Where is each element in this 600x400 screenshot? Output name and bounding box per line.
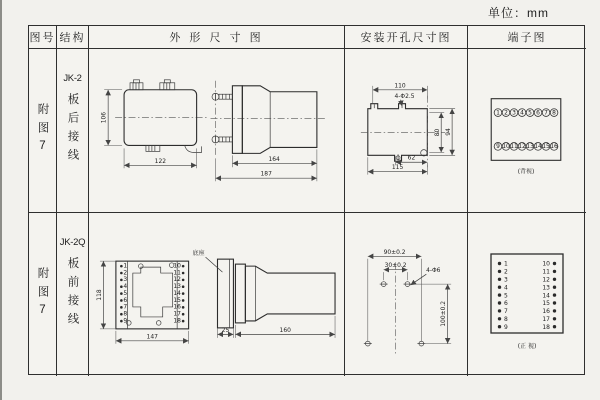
terminal-number: 16 [550, 143, 558, 151]
jk2-outline-drawing [89, 49, 344, 212]
terminal-dot [498, 278, 501, 281]
dim-mount-height-outer: 94 [444, 128, 452, 136]
terminal-dot [553, 309, 556, 312]
jk2-side-dimensions [216, 149, 317, 181]
terminal-number: 6 [536, 109, 540, 117]
terminal-dot [182, 279, 185, 282]
terminal-number: 2 [504, 109, 508, 117]
row2-model: JK-2Q [59, 237, 86, 248]
terminal-col-right [542, 261, 556, 331]
terminal-label: 17 [542, 315, 550, 323]
terminal-label: 11 [542, 268, 550, 276]
terminal-number: 1 [496, 109, 500, 117]
terminal-dot [120, 306, 123, 309]
holes-label: 4-Φ2.5 [394, 92, 415, 100]
terminal-label: 12 [542, 276, 550, 284]
terminal-dot [498, 317, 501, 320]
terminal-label: 2 [123, 269, 128, 277]
terminal-label: 14 [542, 292, 550, 300]
terminal-number: 10 [502, 143, 510, 151]
terminal-dot [553, 286, 556, 289]
jk2q-mounting-drawing [345, 213, 467, 376]
terminal-dot [182, 272, 185, 275]
terminal-dot [553, 293, 556, 296]
terminal-label: 6 [504, 300, 508, 308]
terminal-box [491, 254, 563, 333]
front-right-terminals [173, 262, 184, 324]
row1-wiring: 板后接线 [66, 93, 79, 167]
terminal-dot [553, 325, 556, 328]
scan-edge-artifact [0, 0, 2, 400]
row2-terminal-cell [468, 213, 586, 376]
terminal-dot [498, 309, 501, 312]
terminal-label: 4 [123, 283, 128, 291]
terminal-row-top [494, 109, 558, 117]
terminal-dot [553, 317, 556, 320]
terminal-dot [498, 325, 501, 328]
dim-front-height: 106 [100, 111, 108, 124]
terminal-label: 15 [173, 296, 181, 304]
terminal-label: 10 [173, 262, 181, 270]
terminal-dot [120, 313, 123, 316]
row1-structure-cell [57, 49, 89, 213]
dim-front-width: 122 [154, 157, 167, 165]
terminal-number: 8 [552, 109, 556, 117]
terminal-label: 3 [504, 276, 508, 284]
terminal-dot [182, 306, 185, 309]
terminal-label: 9 [504, 323, 508, 331]
dim-body-depth: 160 [279, 326, 291, 334]
terminal-label: 13 [173, 283, 181, 291]
terminal-dot [182, 265, 185, 268]
terminal-number: 12 [518, 143, 526, 151]
terminal-row-bottom [494, 143, 558, 151]
jk2q-front-view [116, 261, 189, 329]
jk2-mounting-dimensions [368, 82, 455, 174]
terminal-number: 4 [520, 109, 524, 117]
terminal-label: 3 [123, 276, 128, 284]
terminal-dot [553, 270, 556, 273]
spec-table [28, 25, 585, 375]
dim-mount-height-inner: 80 [434, 128, 442, 137]
header-figure-no: 图号 [29, 26, 57, 49]
terminal-box [491, 99, 561, 161]
terminal-dot [120, 320, 123, 323]
terminal-dot [498, 270, 501, 273]
terminal-label: 5 [504, 292, 508, 300]
terminal-number: 15 [542, 143, 550, 151]
terminal-label: 5 [123, 289, 128, 297]
terminal-col-left [498, 261, 508, 331]
terminal-dot [182, 299, 185, 302]
terminal-label: 9 [123, 317, 128, 325]
jk2q-terminal-diagram [468, 213, 586, 376]
row2-wiring: 板前接线 [66, 257, 79, 331]
row2-structure-cell [57, 213, 89, 376]
dim-width-outer: 90±0.2 [383, 248, 406, 256]
terminal-label: 15 [542, 300, 550, 308]
terminal-label: 16 [542, 308, 550, 316]
jk2-side-view [211, 81, 326, 157]
jk2q-side-view [193, 249, 335, 328]
terminal-label: 1 [504, 260, 508, 268]
jk2-front-dimensions [101, 90, 197, 169]
dim-height: 100±0.2 [440, 300, 448, 327]
terminal-dot [553, 278, 556, 281]
terminal-dot [120, 272, 123, 275]
terminal-label: 18 [542, 323, 550, 331]
terminal-label: 17 [173, 310, 181, 318]
header-outline-dims: 外 形 尺 寸 图 [89, 26, 345, 49]
terminal-dot [498, 293, 501, 296]
jk2q-mounting-dimensions [368, 249, 448, 344]
terminal-dot [498, 286, 501, 289]
terminal-label: 10 [542, 260, 550, 268]
terminal-dot [120, 279, 123, 282]
terminal-label: 18 [173, 317, 181, 325]
dim-base-depth: 25 [221, 326, 230, 334]
terminal-label: 8 [123, 310, 128, 318]
row1-outline-cell [89, 49, 345, 213]
row1-figure-no-cell [29, 49, 57, 213]
unit-label: 单位：mm [488, 6, 549, 20]
terminal-dot [553, 301, 556, 304]
terminal-label: 4 [504, 284, 508, 292]
header-terminal-diagram: 端子图 [468, 26, 586, 49]
terminal-dot [553, 262, 556, 265]
terminal-number: 7 [544, 109, 548, 117]
dim-mount-width-bottom-inner: 62 [407, 154, 416, 162]
dim-mount-width-top: 110 [394, 82, 406, 90]
terminal-label: 11 [173, 269, 181, 277]
holes-label: 4-Φ6 [426, 267, 441, 275]
row2-mounting-cell [345, 213, 468, 376]
terminal-dot [182, 313, 185, 316]
terminal-dot [498, 262, 501, 265]
row2-figure-no: 附图7 [36, 266, 49, 323]
row1-figure-no: 附图7 [36, 102, 49, 159]
front-left-terminals [120, 262, 127, 324]
header-mounting-dims: 安装开孔尺寸图 [345, 26, 468, 49]
row1-model: JK-2 [63, 73, 82, 84]
base-label: 底座 [192, 250, 205, 258]
jk2-front-view [115, 80, 206, 153]
jk2-mounting-outline [361, 96, 445, 167]
terminal-number: 3 [512, 109, 516, 117]
terminal-dot [120, 299, 123, 302]
jk2q-outline-drawing [89, 213, 344, 376]
terminal-number: 9 [496, 143, 500, 151]
terminal-number: 5 [528, 109, 532, 117]
terminal-label: 14 [173, 289, 181, 297]
dim-front-width: 147 [146, 333, 158, 341]
terminal-label: 2 [504, 268, 508, 276]
header-structure: 结构 [57, 26, 89, 49]
row1-mounting-cell [345, 49, 468, 213]
terminal-number: 13 [526, 143, 534, 151]
dim-side-depth-inner: 164 [268, 155, 280, 163]
terminal-dot [498, 301, 501, 304]
terminal-label: 8 [504, 315, 508, 323]
dim-mount-width-bottom-outer: 115 [391, 164, 404, 172]
row1-terminal-cell [468, 49, 586, 213]
terminal-label: 13 [542, 284, 550, 292]
terminal-dot [182, 320, 185, 323]
terminal-number: 11 [510, 143, 518, 151]
terminal-dot [120, 265, 123, 268]
terminal-label: 12 [173, 276, 181, 284]
terminal-number: 14 [534, 143, 542, 151]
terminal-dot [120, 285, 123, 288]
terminal-dot [182, 292, 185, 295]
terminal-label: 7 [504, 308, 508, 316]
dim-front-height: 118 [95, 289, 103, 301]
terminal-label: 16 [173, 303, 181, 311]
terminal-dot [120, 292, 123, 295]
row2-figure-no-cell [29, 213, 57, 376]
terminal-label: 6 [123, 296, 128, 304]
row2-outline-cell [89, 213, 345, 376]
jk2-mounting-drawing [345, 49, 467, 212]
dim-width-inner: 30±0.2 [384, 262, 407, 270]
terminal-label: 1 [123, 262, 128, 270]
terminal-view-caption: (背视) [517, 168, 535, 176]
jk2-terminal-diagram [468, 49, 586, 212]
dim-side-depth-total: 187 [260, 170, 272, 178]
terminal-label: 7 [123, 303, 128, 311]
terminal-view-caption: (正 视) [517, 343, 537, 350]
terminal-dot [182, 285, 185, 288]
